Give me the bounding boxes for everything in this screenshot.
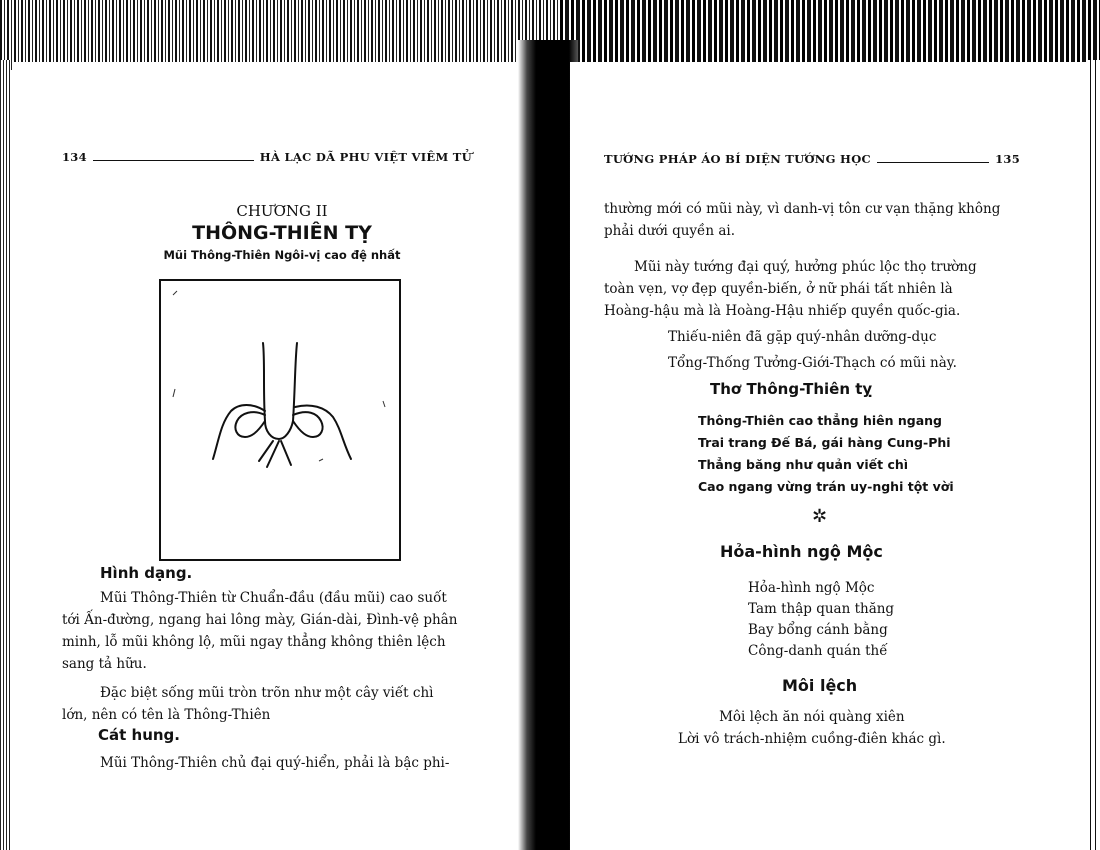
text-line: Mũi Thông-Thiên chủ đại quý-hiển, phải là bậc phi-: [100, 755, 450, 771]
right-page: [570, 62, 1086, 850]
poem-line: Lời vô trách-nhiệm cuồng-điên khác gì.: [678, 731, 946, 747]
poem-line: Bay bổng cánh bằng: [748, 622, 888, 638]
nose-drawing: [161, 281, 399, 559]
left-running-header: [62, 150, 472, 164]
poem-thong-thien: [698, 410, 954, 498]
example-line: Tổng-Thống Tưởng-Giới-Thạch có mũi này.: [668, 355, 957, 371]
header-rule: [93, 160, 254, 161]
left-page-number: 134: [62, 150, 87, 164]
paragraph-2: [604, 256, 1014, 322]
example-block: [668, 324, 957, 376]
poem-line: Môi lệch ăn nói quàng xiên: [719, 709, 905, 725]
section-shape-text-2: [62, 682, 477, 726]
right-running-header: [604, 152, 1020, 166]
poem-line: Thẳng băng như quản viết chì: [698, 457, 909, 472]
paragraph-1: [604, 198, 1014, 242]
book-gutter: [518, 40, 578, 850]
text-line: thường mới có mũi này, vì danh-vị tôn cư vạn thặng không: [604, 201, 1001, 217]
scan-edge-left: [0, 60, 10, 850]
poem-moi-lech: [678, 706, 946, 750]
poem-title-hoa-hinh: Hỏa-hình ngộ Mộc: [720, 542, 883, 561]
chapter-subtitle: Mũi Thông-Thiên Ngôi-vị cao đệ nhất: [163, 248, 401, 262]
section-heading-fortune: Cát hung.: [98, 726, 180, 744]
chapter-label: CHƯƠNG II: [236, 202, 328, 220]
poem-line: Tam thập quan thăng: [748, 601, 895, 617]
text-line: Hoàng-hậu mà là Hoàng-Hậu nhiếp quyền quốc-gia.: [604, 303, 961, 319]
poem-line: Hỏa-hình ngộ Mộc: [748, 580, 875, 596]
right-page-number: 135: [995, 152, 1020, 166]
poem-line: Trai trang Đế Bá, gái hàng Cung-Phi: [698, 435, 951, 450]
poem-title-thong-thien: Thơ Thông-Thiên tỵ: [710, 380, 873, 398]
scan-edge-right: [1088, 60, 1100, 850]
poem-line: Cao ngang vừng trán uy-nghi tột vời: [698, 479, 954, 494]
text-line: minh, lỗ mũi không lộ, mũi ngay thẳng không thiên lệch: [62, 634, 446, 650]
text-line: Đặc biệt sống mũi tròn trõn như một cây viết chì: [100, 685, 434, 701]
header-rule: [877, 162, 989, 163]
scan-edge-top-right: [560, 0, 1100, 70]
text-line: lớn, nên có tên là Thông-Thiên: [62, 707, 271, 723]
left-page: [12, 62, 520, 850]
poem-line: Công-danh quán thế: [748, 643, 888, 659]
text-line: toàn vẹn, vợ đẹp quyền-biến, ở nữ phái tất nhiên là: [604, 281, 953, 297]
ornament: ✲: [812, 506, 828, 527]
example-line: Thiếu-niên đã gặp quý-nhân dưỡng-dục: [668, 329, 937, 345]
section-shape-text: [62, 587, 477, 675]
text-line: Mũi Thông-Thiên từ Chuẩn-đầu (đầu mũi) cao suốt: [100, 590, 447, 606]
section-heading-shape: Hình dạng.: [100, 564, 193, 582]
text-line: phải dưới quyền ai.: [604, 223, 735, 239]
left-header-text: HÀ LẠC DÃ PHU VIỆT VIÊM TỬ: [259, 150, 472, 164]
text-line: tới Ấn-đường, ngang hai lông mày, Gián-dài, Đình-vệ phân: [62, 612, 458, 628]
chapter-title: THÔNG-THIÊN TỴ: [192, 222, 372, 244]
right-header-text: TƯỚNG PHÁP ÁO BÍ DIỆN TƯỚNG HỌC: [604, 152, 871, 166]
poem-hoa-hinh: [748, 578, 894, 662]
text-line: sang tả hữu.: [62, 656, 147, 672]
section-fortune-text: [62, 752, 477, 774]
poem-title-moi-lech: Môi lệch: [782, 676, 858, 695]
text-line: Mũi này tướng đại quý, hưởng phúc lộc thọ trường: [634, 259, 977, 275]
nose-illustration: [159, 279, 401, 561]
poem-line: Thông-Thiên cao thẳng hiên ngang: [698, 413, 942, 428]
